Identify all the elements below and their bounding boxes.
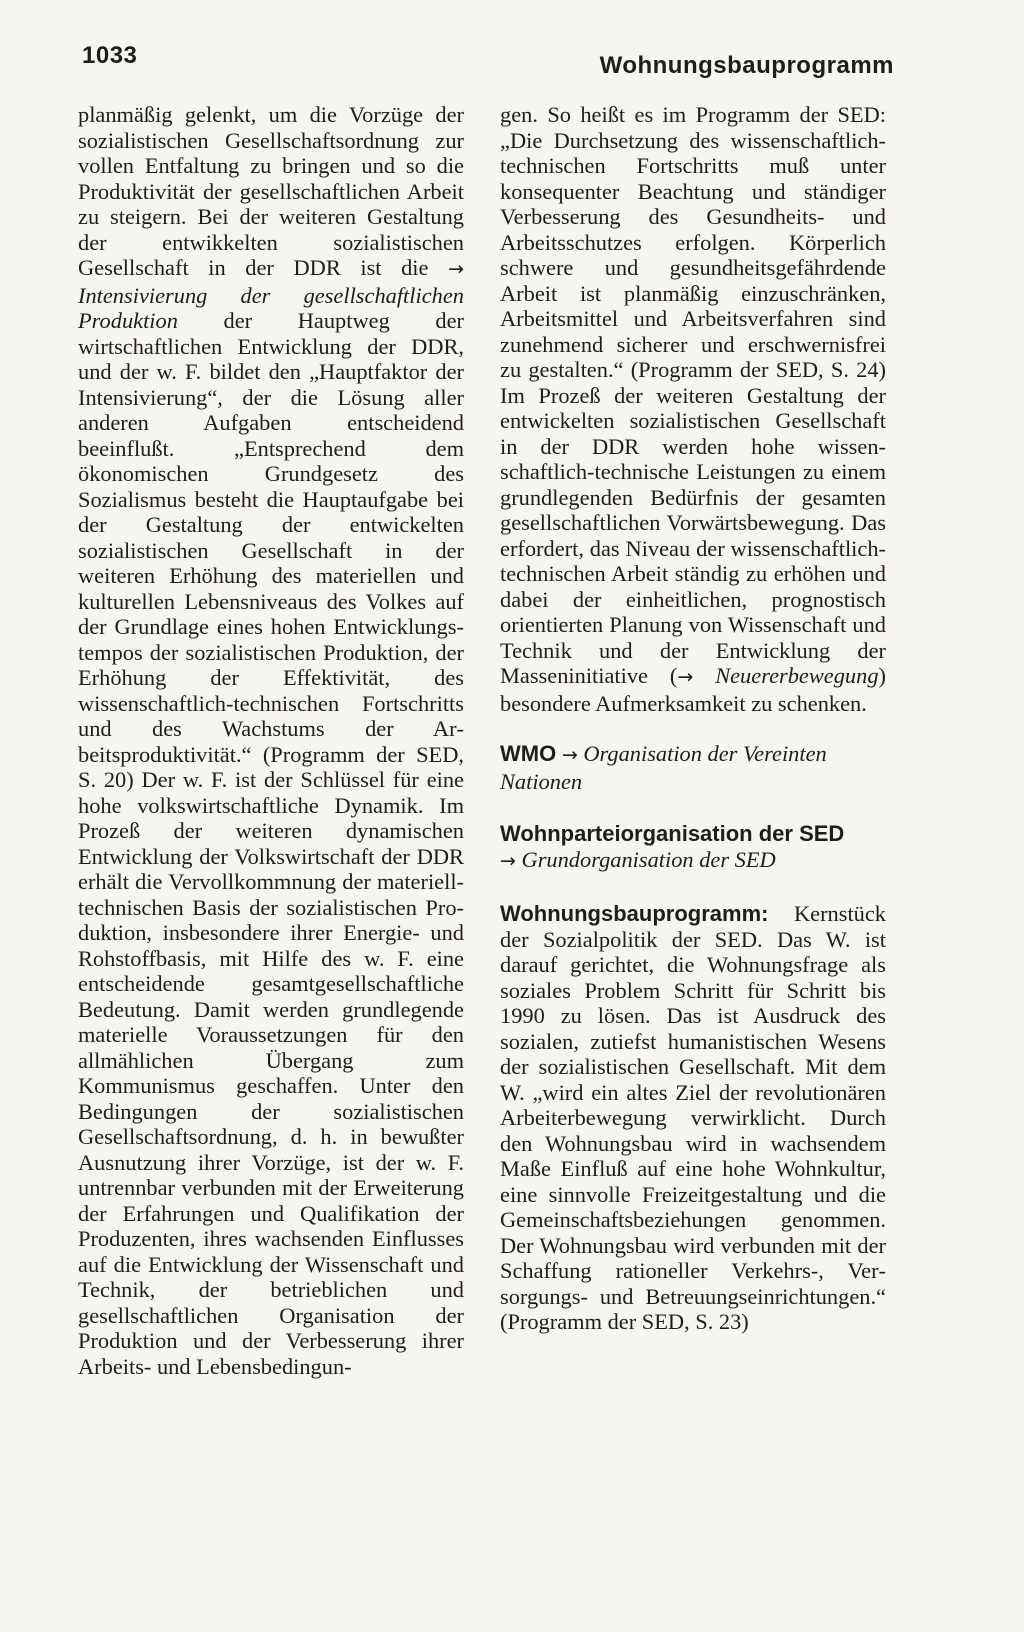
cross-ref-neuererbewegung[interactable]: Neuererbewegung bbox=[715, 663, 879, 688]
cross-ref-arrow-icon: → bbox=[677, 666, 694, 688]
right-paragraph bbox=[500, 102, 886, 716]
left-column bbox=[78, 102, 464, 1379]
entry-wohnparteiorganisation bbox=[500, 821, 886, 874]
page-number: 1033 bbox=[82, 42, 138, 69]
entry-head-wmo: WMO bbox=[500, 741, 557, 766]
right-paragraph-end: ) besondere Aufmerksamkeit zu schenken. bbox=[500, 663, 886, 716]
cross-ref-arrow-icon: → bbox=[448, 258, 464, 280]
left-paragraph-start: planmäßig gelenkt, um die Vorzüge der sozialistischen Gesellschaftsordnung zur vollen Entfaltung zu bringen und so die Produktivität der gesellschaftlichen Arbeit zu steigern. Bei der weiteren Gestaltung der entwikkelten sozialistischen Gesellschaft in der DDR ist die bbox=[78, 102, 464, 280]
entry-head-wohnungsbauprogramm: Wohnungsbauprogramm: bbox=[500, 901, 769, 926]
right-paragraph-start: gen. So heißt es im Programm der SED: „Die Durchsetzung des wissenschaftlich-technischen Fortschritts muß unter konsequenter Beachtung und ständiger Verbesserung des Gesundheits- und Arbeitsschutzes erfolgen. Körperlich schwere und gesundheitsgefährdende Arbeit ist planmäßig einzuschränken, Arbeitsmittel und Arbeitsverfahren sind zunehmend sicherer und erschwernisfrei zu gestalten.“ (Programm der SED, S. 24) Im Prozeß der weiteren Gestaltung der entwickelten sozialistischen Gesellschaft in der DDR werden hohe wissenschaftlich-technische Leistungen zu einem grundlegenden Bedürfnis der gesamten gesellschaftlichen Vorwärtsbewegung. Das erfordert, das Niveau der wissenschaftlich-technischen Arbeit ständig zu erhöhen und dabei der einheitlichen, prognostisch orientierten Planung von Wissenschaft und Technik und der Entwicklung der Masseninitiative ( bbox=[500, 102, 886, 688]
entry-text-wohnungsbauprogramm: Kernstück der Sozialpolitik der SED. Das W. ist darauf gerichtet, die Wohnungsfrage als soziales Problem Schritt für Schritt bis 1990 zu lösen. Das ist Ausdruck des sozialen, zutiefst humanistischen Wesens der sozialistischen Gesellschaft. Mit dem W. „wird ein altes Ziel der revolutionären Arbeiterbewegung verwirklicht. Durch den Wohnungsbau wird in wachsendem Maße Einfluß auf eine hohe Wohnkultur, eine sinnvolle Freizeitgestaltung und die Gemeinschaftsbeziehungen genommen. Der Wohnungsbau wird verbunden mit der Schaffung rationeller Verkehrs-, Versorgungs- und Betreuungseinrichtungen.“ (Programm der SED, S. 23) bbox=[500, 901, 886, 1334]
left-paragraph-rest: der Hauptweg der wirtschaftlichen Entwicklung der DDR, und der w. F. bildet den „Hauptfaktor der Intensivierung“, der die Lösung aller anderen Aufgaben entscheidend beeinflußt. „Entsprechend dem ökonomischen Grundgesetz des Sozialismus besteht die Hauptaufgabe bei der Gestaltung der entwickelten sozialistischen Gesellschaft in der weiteren Erhöhung des materiellen und kulturellen Lebensniveaus des Volkes auf der Grundlage eines hohen Entwicklungstempos der sozialistischen Produktion, der Erhöhung der Effektivität, des wissenschaftlich-technischen Fortschritts und des Wachstums der Arbeitsproduktivität.“ (Programm der SED, S. 20) Der w. F. ist der Schlüssel für eine hohe volkswirtschaftliche Dynamik. Im Prozeß der weiteren dynamischen Entwicklung der Volkswirtschaft der DDR erhält die Vervollkommnung der materiell-technischen Basis der sozialistischen Produktion, insbesondere ihrer Energie- und Rohstoffbasis, mit Hilfe des w. F. eine entscheidende gesamtgesellschaftliche Bedeutung. Damit werden grundlegende materielle Voraussetzungen für den allmählichen Übergang zum Kommunismus geschaffen. Unter den Bedingungen der sozialistischen Gesellschaftsordnung, d. h. in bewußter Ausnutzung ihrer Vorzüge, ist der w. F. untrennbar verbunden mit der Erweiterung der Erfahrungen und Qualifikation der Produzenten, ihres wachsenden Einflusses auf die Entwicklung der Wissenschaft und Technik, der betrieblichen und gesellschaftlichen Organisation der Produktion und der Verbesserung ihrer Arbeits- und Lebensbedingun- bbox=[78, 308, 464, 1379]
entry-wohnungsbauprogramm bbox=[500, 901, 886, 1335]
cross-ref-organisation-vereinte-nationen[interactable]: Organisation der Vereinten Nationen bbox=[500, 741, 827, 794]
cross-ref-intensivierung[interactable]: Intensivierung der gesellschaftlichen Produktion bbox=[78, 282, 464, 333]
running-head: Wohnungsbauprogramm bbox=[599, 52, 894, 79]
cross-ref-arrow-icon: → bbox=[561, 744, 578, 766]
cross-ref-grundorganisation[interactable]: Grundorganisation der SED bbox=[521, 846, 776, 872]
entry-head-wohnparteiorganisation: Wohnparteiorganisation der SED bbox=[500, 821, 845, 846]
cross-ref-arrow-icon: → bbox=[500, 849, 516, 872]
right-column bbox=[500, 102, 886, 1335]
entry-wmo bbox=[500, 741, 886, 794]
